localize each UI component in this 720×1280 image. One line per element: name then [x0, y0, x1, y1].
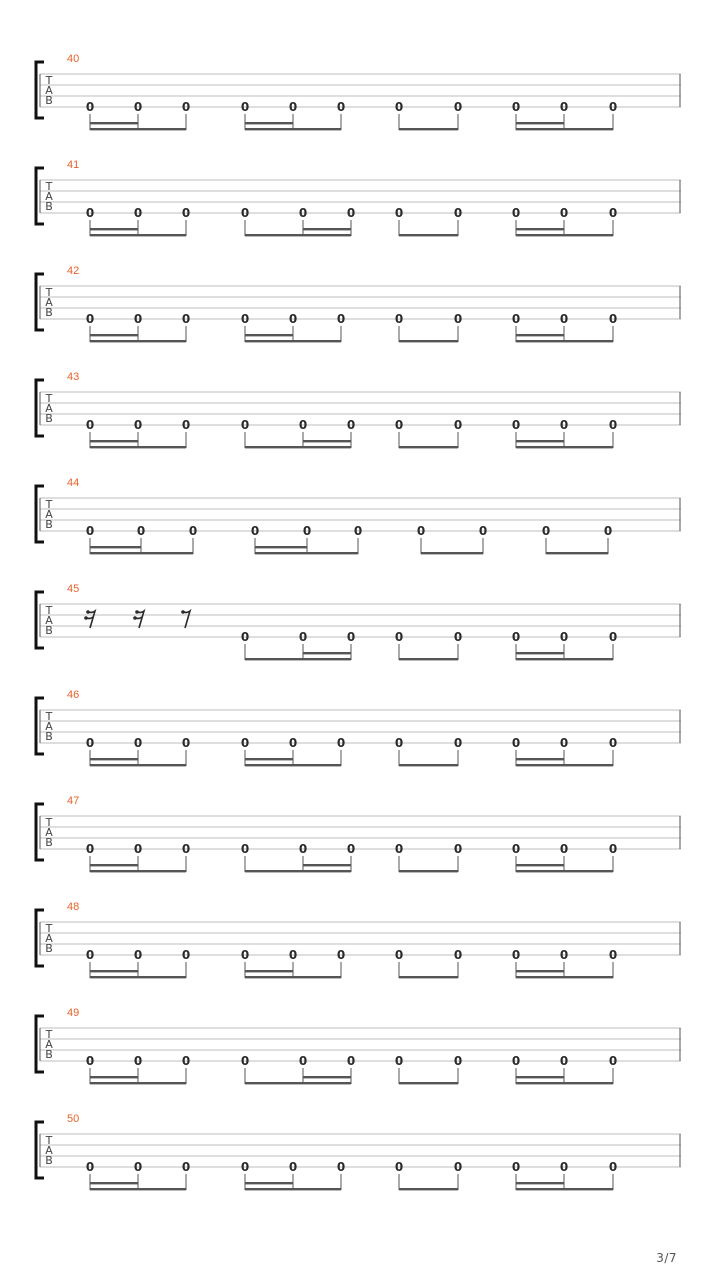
tab-clef-letter: T: [45, 498, 53, 511]
note-group: [86, 842, 190, 872]
primary-beam: [90, 446, 186, 448]
secondary-beam: [90, 1182, 138, 1184]
fret-number: 0: [394, 206, 404, 220]
note-group: [395, 630, 462, 660]
note-group: [395, 206, 462, 236]
fret-number: 0: [559, 418, 569, 432]
primary-beam: [245, 234, 351, 236]
fret-number: 0: [240, 1054, 250, 1068]
fret-number: 0: [181, 736, 191, 750]
fret-number: 0: [250, 524, 260, 538]
fret-number: 0: [298, 842, 308, 856]
note-group: [241, 312, 345, 342]
secondary-beam: [516, 758, 564, 760]
tab-clef-letter: B: [45, 200, 53, 213]
measure-number: 43: [67, 371, 80, 383]
tab-clef-letter: T: [45, 710, 53, 723]
tab-clef-letter: T: [45, 1028, 53, 1041]
fret-number: 0: [511, 100, 521, 114]
fret-number: 0: [346, 1054, 356, 1068]
tab-clef-letter: T: [45, 74, 53, 87]
primary-beam: [90, 976, 186, 978]
primary-beam: [90, 234, 186, 236]
note-group: [417, 524, 487, 554]
secondary-beam: [516, 1182, 564, 1184]
fret-number: 0: [181, 842, 191, 856]
fret-number: 0: [133, 206, 143, 220]
fret-number: 0: [302, 524, 312, 538]
sixteenth-rest-icon: [84, 610, 95, 628]
fret-number: 0: [394, 1160, 404, 1174]
fret-number: 0: [478, 524, 488, 538]
fret-number: 0: [240, 842, 250, 856]
note-group: [512, 736, 617, 766]
fret-number: 0: [608, 736, 618, 750]
fret-number: 0: [511, 736, 521, 750]
tab-clef-letter: T: [45, 604, 53, 617]
tab-clef-letter: T: [45, 1134, 53, 1147]
tab-clef-letter: B: [45, 1154, 53, 1167]
fret-number: 0: [336, 1160, 346, 1174]
fret-number: 0: [511, 948, 521, 962]
note-group: [395, 842, 462, 872]
note-group: [86, 418, 190, 448]
note-group: [241, 630, 355, 660]
fret-number: 0: [511, 630, 521, 644]
fret-number: 0: [394, 1054, 404, 1068]
fret-number: 0: [336, 948, 346, 962]
fret-number: 0: [511, 206, 521, 220]
fret-number: 0: [288, 736, 298, 750]
rest-dot: [135, 610, 139, 614]
tab-clef-letter: B: [45, 730, 53, 743]
fret-number: 0: [85, 418, 95, 432]
fret-number: 0: [240, 630, 250, 644]
note-group: [512, 948, 617, 978]
fret-number: 0: [133, 1054, 143, 1068]
fret-number: 0: [511, 1160, 521, 1174]
page-indicator: 3/7: [656, 1251, 677, 1265]
tab-clef-letter: T: [45, 286, 53, 299]
tab-clef-letter: A: [45, 1038, 53, 1051]
measure-number: 45: [67, 583, 80, 595]
secondary-beam: [245, 122, 293, 124]
fret-number: 0: [453, 948, 463, 962]
fret-number: 0: [240, 312, 250, 326]
fret-number: 0: [608, 1160, 618, 1174]
secondary-beam: [90, 970, 138, 972]
fret-number: 0: [85, 100, 95, 114]
secondary-beam: [303, 228, 351, 230]
fret-number: 0: [188, 524, 198, 538]
tab-clef-letter: A: [45, 402, 53, 415]
fret-number: 0: [394, 100, 404, 114]
fret-number: 0: [136, 524, 146, 538]
fret-number: 0: [181, 418, 191, 432]
note-group: [241, 206, 355, 236]
fret-number: 0: [181, 1160, 191, 1174]
fret-number: 0: [511, 312, 521, 326]
fret-number: 0: [85, 1054, 95, 1068]
note-group: [542, 524, 612, 554]
tab-clef-letter: B: [45, 1048, 53, 1061]
secondary-beam: [303, 652, 351, 654]
tab-clef-letter: A: [45, 720, 53, 733]
fret-number: 0: [608, 100, 618, 114]
primary-beam: [399, 446, 458, 448]
note-group: [241, 1160, 345, 1190]
fret-number: 0: [511, 418, 521, 432]
secondary-beam: [516, 864, 564, 866]
tab-clef-letter: B: [45, 836, 53, 849]
tab-clef-letter: B: [45, 306, 53, 319]
primary-beam: [255, 552, 358, 554]
fret-number: 0: [85, 524, 95, 538]
fret-number: 0: [394, 736, 404, 750]
note-group: [512, 312, 617, 342]
fret-number: 0: [394, 312, 404, 326]
tab-clef-letter: B: [45, 412, 53, 425]
fret-number: 0: [453, 206, 463, 220]
fret-number: 0: [353, 524, 363, 538]
fret-number: 0: [608, 418, 618, 432]
fret-number: 0: [181, 206, 191, 220]
tab-clef-letter: A: [45, 614, 53, 627]
tab-clef-letter: T: [45, 392, 53, 405]
secondary-beam: [303, 440, 351, 442]
secondary-beam: [90, 122, 138, 124]
measure-number: 44: [67, 477, 80, 489]
primary-beam: [516, 446, 613, 448]
primary-beam: [245, 764, 341, 766]
tab-clef-letter: T: [45, 816, 53, 829]
primary-beam: [90, 340, 186, 342]
note-group: [512, 630, 617, 660]
fret-number: 0: [559, 630, 569, 644]
fret-number: 0: [346, 418, 356, 432]
fret-number: 0: [453, 1054, 463, 1068]
fret-number: 0: [394, 418, 404, 432]
primary-beam: [399, 128, 458, 130]
tab-clef-letter: A: [45, 296, 53, 309]
secondary-beam: [516, 228, 564, 230]
fret-number: 0: [559, 736, 569, 750]
note-group: [395, 1160, 462, 1190]
fret-number: 0: [608, 312, 618, 326]
fret-number: 0: [511, 842, 521, 856]
tab-clef-letter: T: [45, 922, 53, 935]
tab-system: [36, 159, 681, 236]
note-group: [241, 948, 345, 978]
primary-beam: [516, 658, 613, 660]
fret-number: 0: [559, 312, 569, 326]
measure-number: 49: [67, 1007, 80, 1019]
primary-beam: [546, 552, 608, 554]
fret-number: 0: [85, 1160, 95, 1174]
secondary-beam: [516, 440, 564, 442]
tab-system: [36, 1113, 681, 1190]
note-group: [86, 1054, 190, 1084]
note-group: [395, 1054, 462, 1084]
fret-number: 0: [133, 736, 143, 750]
fret-number: 0: [559, 948, 569, 962]
fret-number: 0: [559, 100, 569, 114]
secondary-beam: [303, 1076, 351, 1078]
fret-number: 0: [133, 1160, 143, 1174]
note-group: [395, 312, 462, 342]
fret-number: 0: [336, 736, 346, 750]
secondary-beam: [245, 334, 293, 336]
note-group: [86, 312, 190, 342]
primary-beam: [399, 1082, 458, 1084]
secondary-beam: [90, 440, 138, 442]
fret-number: 0: [336, 100, 346, 114]
rest-dot: [181, 610, 185, 614]
tab-clef-letter: A: [45, 190, 53, 203]
measure-number: 48: [67, 901, 80, 913]
fret-number: 0: [346, 842, 356, 856]
primary-beam: [399, 976, 458, 978]
secondary-beam: [303, 864, 351, 866]
fret-number: 0: [133, 948, 143, 962]
fret-number: 0: [394, 842, 404, 856]
fret-number: 0: [85, 206, 95, 220]
note-group: [86, 1160, 190, 1190]
rest-dot: [86, 610, 90, 614]
fret-number: 0: [240, 1160, 250, 1174]
measure-number: 41: [67, 159, 80, 171]
tab-system: [36, 371, 681, 448]
primary-beam: [245, 1188, 341, 1190]
note-group: [86, 100, 190, 130]
tab-clef-letter: B: [45, 518, 53, 531]
fret-number: 0: [85, 948, 95, 962]
note-group: [86, 524, 197, 554]
fret-number: 0: [133, 312, 143, 326]
fret-number: 0: [240, 418, 250, 432]
secondary-beam: [90, 864, 138, 866]
fret-number: 0: [394, 948, 404, 962]
primary-beam: [245, 340, 341, 342]
primary-beam: [399, 764, 458, 766]
primary-beam: [245, 1082, 351, 1084]
fret-number: 0: [453, 1160, 463, 1174]
primary-beam: [399, 1188, 458, 1190]
fret-number: 0: [288, 100, 298, 114]
note-group: [512, 206, 617, 236]
note-group: [395, 736, 462, 766]
secondary-beam: [516, 1076, 564, 1078]
note-group: [241, 842, 355, 872]
fret-number: 0: [240, 100, 250, 114]
note-group: [395, 948, 462, 978]
fret-number: 0: [346, 630, 356, 644]
note-group: [86, 206, 190, 236]
fret-number: 0: [453, 312, 463, 326]
primary-beam: [516, 764, 613, 766]
rest-dot: [84, 616, 88, 620]
tab-clef-letter: A: [45, 932, 53, 945]
primary-beam: [399, 340, 458, 342]
fret-number: 0: [336, 312, 346, 326]
tab-system: [36, 53, 681, 130]
primary-beam: [399, 234, 458, 236]
primary-beam: [90, 1082, 186, 1084]
fret-number: 0: [453, 418, 463, 432]
secondary-beam: [255, 546, 307, 548]
fret-number: 0: [453, 842, 463, 856]
fret-number: 0: [346, 206, 356, 220]
fret-number: 0: [133, 418, 143, 432]
secondary-beam: [245, 970, 293, 972]
fret-number: 0: [541, 524, 551, 538]
fret-number: 0: [298, 206, 308, 220]
note-group: [512, 1160, 617, 1190]
note-group: [241, 1054, 355, 1084]
note-group: [251, 524, 362, 554]
fret-number: 0: [240, 948, 250, 962]
primary-beam: [516, 1188, 613, 1190]
secondary-beam: [90, 546, 141, 548]
primary-beam: [399, 870, 458, 872]
fret-number: 0: [133, 842, 143, 856]
fret-number: 0: [608, 1054, 618, 1068]
note-group: [241, 418, 355, 448]
fret-number: 0: [559, 842, 569, 856]
note-group: [512, 1054, 617, 1084]
tab-clef-letter: B: [45, 624, 53, 637]
fret-number: 0: [298, 630, 308, 644]
secondary-beam: [245, 758, 293, 760]
primary-beam: [90, 870, 186, 872]
tab-clef-letter: A: [45, 508, 53, 521]
fret-number: 0: [511, 1054, 521, 1068]
fret-number: 0: [85, 842, 95, 856]
primary-beam: [516, 128, 613, 130]
fret-number: 0: [181, 1054, 191, 1068]
primary-beam: [90, 552, 193, 554]
secondary-beam: [90, 758, 138, 760]
fret-number: 0: [608, 842, 618, 856]
secondary-beam: [516, 970, 564, 972]
note-group: [241, 100, 345, 130]
fret-number: 0: [559, 1054, 569, 1068]
note-group: [86, 736, 190, 766]
fret-number: 0: [608, 948, 618, 962]
secondary-beam: [90, 1076, 138, 1078]
fret-number: 0: [85, 312, 95, 326]
primary-beam: [90, 1188, 186, 1190]
fret-number: 0: [298, 418, 308, 432]
note-group: [512, 418, 617, 448]
tab-clef-letter: T: [45, 180, 53, 193]
primary-beam: [516, 870, 613, 872]
fret-number: 0: [181, 312, 191, 326]
tab-clef-letter: B: [45, 942, 53, 955]
tab-system: [36, 265, 681, 342]
fret-number: 0: [181, 100, 191, 114]
primary-beam: [245, 128, 341, 130]
tab-clef-letter: B: [45, 94, 53, 107]
fret-number: 0: [288, 1160, 298, 1174]
tab-system: [36, 689, 681, 766]
primary-beam: [90, 128, 186, 130]
fret-number: 0: [453, 736, 463, 750]
tab-clef-letter: A: [45, 84, 53, 97]
fret-number: 0: [288, 312, 298, 326]
primary-beam: [516, 976, 613, 978]
tab-clef-letter: A: [45, 1144, 53, 1157]
primary-beam: [516, 340, 613, 342]
secondary-beam: [516, 122, 564, 124]
primary-beam: [399, 658, 458, 660]
fret-number: 0: [240, 736, 250, 750]
measure-number: 42: [67, 265, 80, 277]
fret-number: 0: [133, 100, 143, 114]
tab-system: [36, 1007, 681, 1084]
note-group: [395, 418, 462, 448]
fret-number: 0: [453, 100, 463, 114]
note-group: [512, 842, 617, 872]
fret-number: 0: [559, 206, 569, 220]
fret-number: 0: [416, 524, 426, 538]
measure-number: 47: [67, 795, 80, 807]
primary-beam: [245, 658, 351, 660]
tab-system: [36, 901, 681, 978]
note-group: [512, 100, 617, 130]
fret-number: 0: [394, 630, 404, 644]
primary-beam: [421, 552, 483, 554]
tab-system: [36, 583, 681, 660]
primary-beam: [245, 976, 341, 978]
note-group: [241, 736, 345, 766]
primary-beam: [245, 446, 351, 448]
fret-number: 0: [608, 206, 618, 220]
fret-number: 0: [298, 1054, 308, 1068]
sixteenth-rest-icon: [133, 610, 144, 628]
secondary-beam: [516, 334, 564, 336]
fret-number: 0: [559, 1160, 569, 1174]
fret-number: 0: [608, 630, 618, 644]
note-group: [86, 948, 190, 978]
rest-dot: [133, 616, 137, 620]
tab-clef-letter: A: [45, 826, 53, 839]
fret-number: 0: [240, 206, 250, 220]
primary-beam: [516, 234, 613, 236]
fret-number: 0: [603, 524, 613, 538]
secondary-beam: [245, 1182, 293, 1184]
measure-number: 40: [67, 53, 80, 65]
primary-beam: [516, 1082, 613, 1084]
secondary-beam: [90, 228, 138, 230]
fret-number: 0: [181, 948, 191, 962]
measure-number: 46: [67, 689, 80, 701]
tab-system: [36, 477, 681, 554]
note-group: [395, 100, 462, 130]
tab-system: [36, 795, 681, 872]
measure-number: 50: [67, 1113, 80, 1125]
primary-beam: [90, 764, 186, 766]
fret-number: 0: [85, 736, 95, 750]
fret-number: 0: [288, 948, 298, 962]
secondary-beam: [516, 652, 564, 654]
secondary-beam: [90, 334, 138, 336]
fret-number: 0: [453, 630, 463, 644]
primary-beam: [245, 870, 351, 872]
eighth-rest-icon: [181, 610, 190, 628]
